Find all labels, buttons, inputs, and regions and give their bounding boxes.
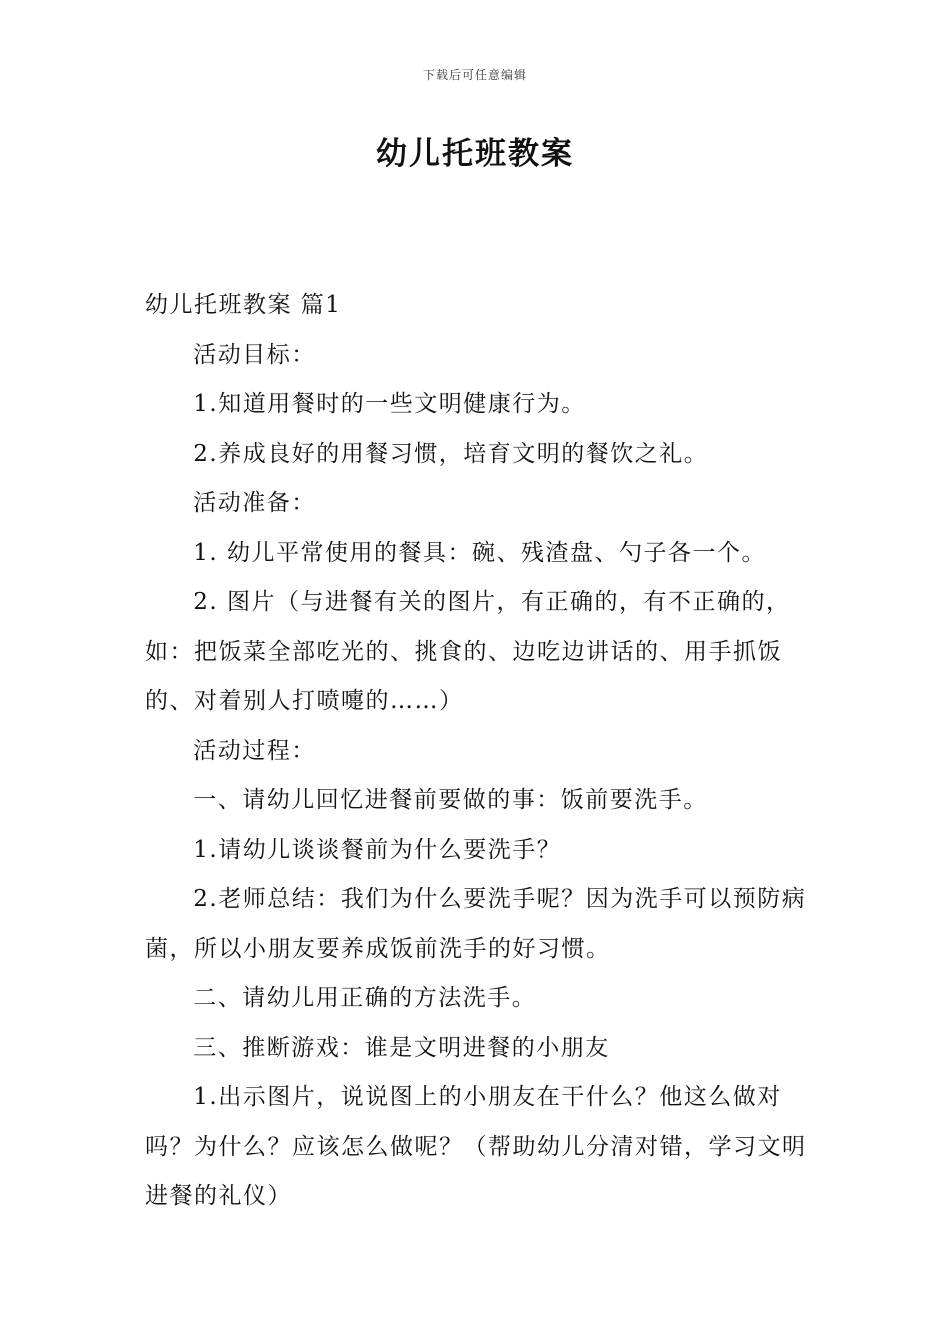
paragraph-step-three-1: 1.出示图片，说说图上的小朋友在干什么？他这么做对吗？为什么？应该怎么做呢？（帮助幼儿分清对错，学习文明进餐的礼仪） — [145, 1084, 807, 1209]
paragraph-goal-1: 1.知道用餐时的一些文明健康行为。 — [193, 391, 586, 417]
paragraph-preparation-heading: 活动准备： — [193, 490, 316, 516]
document-body — [145, 281, 810, 1222]
header-note: 下载后可任意编辑 — [422, 68, 527, 82]
paragraph-activity-goals-heading: 活动目标： — [193, 341, 316, 368]
paragraph-step-two: 二、请幼儿用正确的方法洗手。 — [193, 985, 537, 1011]
paragraph-step-one: 一、请幼儿回忆进餐前要做的事：饭前要洗手。 — [193, 787, 708, 813]
paragraph-goal-2: 2.养成良好的用餐习惯，培育文明的餐饮之礼。 — [193, 440, 709, 467]
paragraph-process-heading: 活动过程： — [193, 737, 316, 764]
paragraph-preparation-1: 1. 幼儿平常使用的餐具：碗、残渣盘、勺子各一个。 — [193, 539, 767, 566]
paragraph-step-three: 三、推断游戏：谁是文明进餐的小朋友 — [193, 1034, 610, 1061]
paragraph-preparation-2: 2. 图片（与进餐有关的图片，有正确的，有不正确的，如：把饭菜全部吃光的、挑食的、边吃边讲话的、用手抓饭的、对着别人打喷嚏的……） — [145, 589, 791, 714]
paragraph-step-one-2: 2.老师总结：我们为什么要洗手呢？因为洗手可以预防病菌，所以小朋友要养成饭前洗手的好习惯。 — [145, 886, 807, 962]
section-heading: 幼儿托班教案 篇1 — [145, 292, 342, 318]
paragraph-step-one-1: 1.请幼儿谈谈餐前为什么要洗手？ — [193, 836, 562, 863]
document-title: 幼儿托班教案 — [376, 136, 574, 172]
